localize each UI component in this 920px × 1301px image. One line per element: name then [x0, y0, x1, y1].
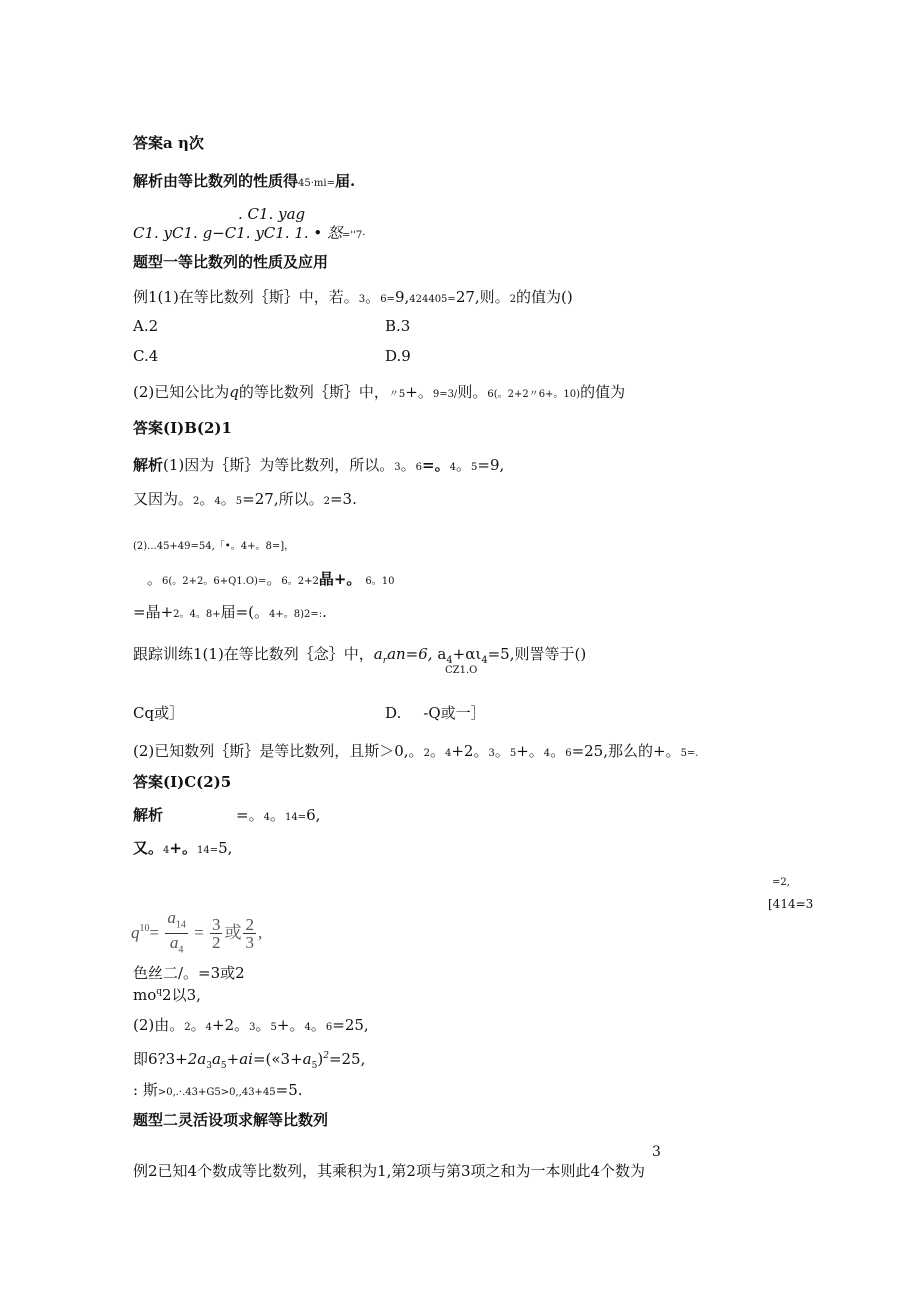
analysis-line-6: 色丝二/。=3或2	[133, 964, 245, 982]
option-a: A.2	[133, 317, 159, 335]
analysis-line-8: (2)由。2。4+2。3。5+。4。6=25,	[133, 1016, 369, 1034]
analysis-line-2: 解析(1)因为｛斯｝为等比数列，所以。3。6=。4。5=9,	[133, 456, 505, 474]
example-1-question: 例1(1)在等比数列｛斯｝中，若。3。6=9,424405=27,则。2的值为()	[133, 288, 573, 306]
option-d: D.9	[385, 347, 411, 365]
analysis-line-9: 即$6?3+2a_3a_5+ai=(«3+a_5)^2=25$,	[133, 1050, 366, 1071]
calc-line-1: 。6(。2+2。6+Q1.O)=。6。2+2晶+。 6。10	[147, 570, 395, 588]
answer-line-1: 答案a η次	[133, 134, 204, 152]
section-heading-1: 题型一等比数列的性质及应用	[133, 253, 329, 271]
fraction-2-over-3: $\frac{2}{3}$	[245, 915, 254, 953]
option-c: C.4	[133, 347, 159, 365]
analysis-line-7: $mo^q2$以3,	[133, 986, 201, 1004]
answer-line-3: 答案(I)C(2)5	[133, 773, 232, 791]
fraction-3-over-2: $\frac{3}{2}$	[211, 915, 221, 953]
q-ratio-formula: $q^{10}=$ $\frac{a_{14}}{a_4}$ = $\frac{3}{2}$ 或 $\frac{2}{3}$ ,	[131, 909, 262, 959]
analysis-line-1: 解析由等比数列的性质得45·mi=届.	[133, 172, 356, 190]
example-2-question: 例2已知4个数成等比数列，其乘积为1,第2项与第3项之和为一本则此4个数为	[133, 1162, 646, 1180]
training-1-part-2: (2)已知数列｛斯｝是等比数列，且斯＞0,。2。4+2。3。5+。4。6=25,那么的+。5=.	[133, 742, 699, 760]
training-1-question: 跟踪训练1(1)在等比数列｛念｝中，$a_ran=6$, $a_4+\alpha\iota_4=5$,则詈等于()	[133, 645, 587, 666]
fraction-numerator: . C1. yag	[238, 205, 306, 223]
analysis-line-10: : 斯>0,.·.43+G5>0,,43+45=5.	[133, 1081, 303, 1099]
margin-note-2: [414=3	[768, 897, 814, 911]
analysis-part-2: (2)...45+49=54,「•。4+。8=]，	[133, 541, 295, 552]
option-b: B.3	[385, 317, 411, 335]
option-d-2: D. -Q或一］	[385, 704, 486, 722]
calc-line-2: =晶+2。4。8+届=(。4+。8)2=:.	[133, 603, 327, 621]
fraction-a14-over-a4: $\frac{a_{14}}{a_4}$	[167, 908, 186, 956]
option-c-2: Cq或］	[133, 704, 185, 722]
analysis-line-5: 又。4+。14=5,	[133, 839, 233, 857]
section-heading-2: 题型二灵活设项求解等比数列	[133, 1111, 329, 1129]
fraction-denominator: C1. yC1. g−C1. yC1. 1. • 怒=''7·	[133, 224, 366, 242]
analysis-line-3: 又因为。2。4。5=27,所以。2=3.	[133, 490, 357, 508]
fraction-superscript-3: 3	[652, 1144, 661, 1160]
analysis-line-4: =。4。14=6,	[236, 806, 321, 824]
answer-line-2: 答案(I)B(2)1	[133, 419, 232, 437]
margin-note-1: =2,	[772, 877, 790, 888]
training-1-subscript: CZ1.O	[445, 665, 478, 676]
example-1-part-2: (2)已知公比为q的等比数列｛斯｝中，〃5+。9=3/则。6(。2+2〃6+。10)的值为	[133, 383, 626, 401]
analysis-line-4-lead: 解析	[133, 806, 164, 824]
